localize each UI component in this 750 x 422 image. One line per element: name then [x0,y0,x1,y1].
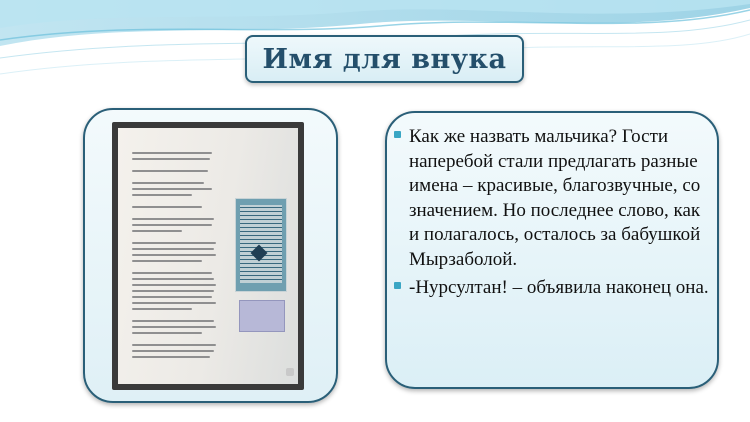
bullet-item [401,276,711,301]
text-box [385,111,719,389]
slide-title: Имя для внука [262,43,507,75]
book-photo [112,122,304,390]
page-number [286,368,294,376]
bullet-item [401,125,711,272]
bullet-icon [394,131,401,138]
bullet-list [401,125,711,305]
photo-frame [83,108,338,403]
book-page [118,128,298,384]
bullet-text: -Нурсултан! – объявила наконец она. [409,277,709,298]
quran-card [235,198,287,292]
bullet-icon [394,282,401,289]
bullet-text: Как же назвать мальчика? Гости наперебой стали предлагать разные имена – красивые, благозвучные, со значением. Но последнее слово, как и полагалось, осталось за бабушкой Мырзаболой. [409,126,701,270]
title-box [245,35,524,83]
sticker [239,300,285,332]
